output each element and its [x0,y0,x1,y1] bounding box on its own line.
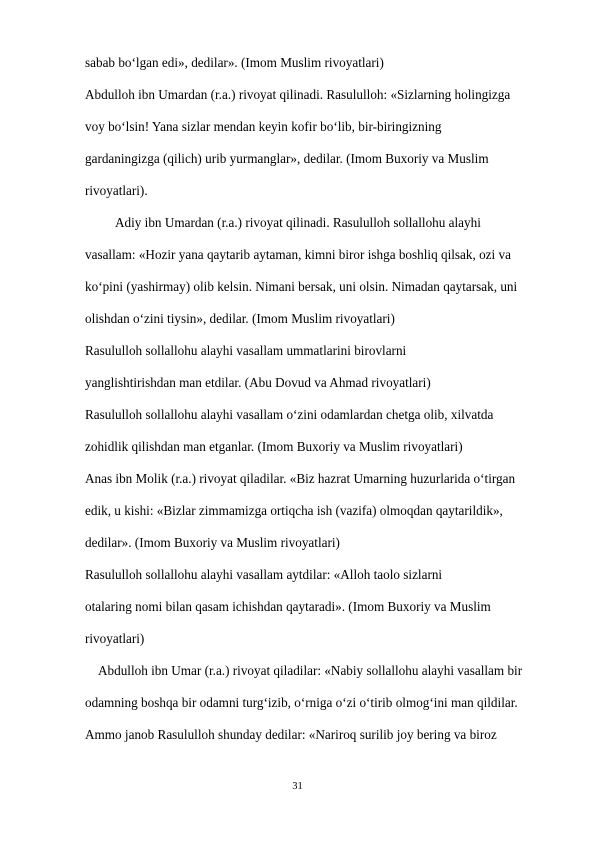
text-line: gardaningizga (qilich) urib yurmanglar», dedilar. (Imom Buxoriy va Muslim [85,151,489,166]
text-line: rivoyatlari). [85,183,148,198]
text-line: Anas ibn Molik (r.a.) rivoyat qiladilar. «Biz hazrat Umarning huzurlarida o‘tirgan [85,471,516,486]
text-line: Rasululloh sollallohu alayhi vasallam o‘zini odamlardan chetga olib, xilvatda [85,407,494,422]
text-line: dedilar». (Imom Buxoriy va Muslim rivoyatlari) [85,535,340,550]
text-line: vasallam: «Hozir yana qaytarib aytaman, kimni biror ishga boshliq qilsak, ozi va [85,247,511,262]
text-line: edik, u kishi: «Bizlar zimmamizga ortiqcha ish (vazifa) olmoqdan qaytarildik», [85,503,503,518]
text-line: Ammo janob Rasululloh shunday dedilar: «Nariroq surilib joy bering va biroz [85,727,497,742]
text-line-indented: Adiy ibn Umardan (r.a.) rivoyat qilinadi. Rasululloh sollallohu alayhi [115,215,481,230]
text-line: zohidlik qilishdan man etganlar. (Imom Buxoriy va Muslim rivoyatlari) [85,439,463,454]
text-line: rivoyatlari) [85,631,145,646]
text-line: odamning boshqa bir odamni turg‘izib, o‘rniga o‘zi o‘tirib olmog‘ini man qildilar. [85,695,518,710]
text-line: Rasululloh sollallohu alayhi vasallam ummatlarini birovlarni [85,343,407,358]
text-line-indented: Abdulloh ibn Umar (r.a.) rivoyat qiladilar: «Nabiy sollallohu alayhi vasallam bir [98,663,523,678]
text-line: yanglishtirishdan man etdilar. (Abu Dovud va Ahmad rivoyatlari) [85,375,431,390]
text-line: Rasululloh sollallohu alayhi vasallam aytdilar: «Alloh taolo sizlarni [85,567,443,582]
text-line: olishdan o‘zini tiysin», dedilar. (Imom Muslim rivoyatlari) [85,311,395,326]
text-line: voy bo‘lsin! Yana sizlar mendan keyin kofir bo‘lib, bir-biringizning [85,119,442,134]
text-line: sabab bo‘lgan edi», dedilar». (Imom Muslim rivoyatlari) [85,55,384,70]
page-number: 31 [292,781,303,792]
text-line: otalaring nomi bilan qasam ichishdan qaytaradi». (Imom Buxoriy va Muslim [85,599,491,614]
text-line: Abdulloh ibn Umardan (r.a.) rivoyat qilinadi. Rasululloh: «Sizlarning holingizga [85,87,511,102]
text-line: ko‘pini (yashirmay) olib kelsin. Nimani bersak, uni olsin. Nimadan qaytarsak, uni [85,279,518,294]
